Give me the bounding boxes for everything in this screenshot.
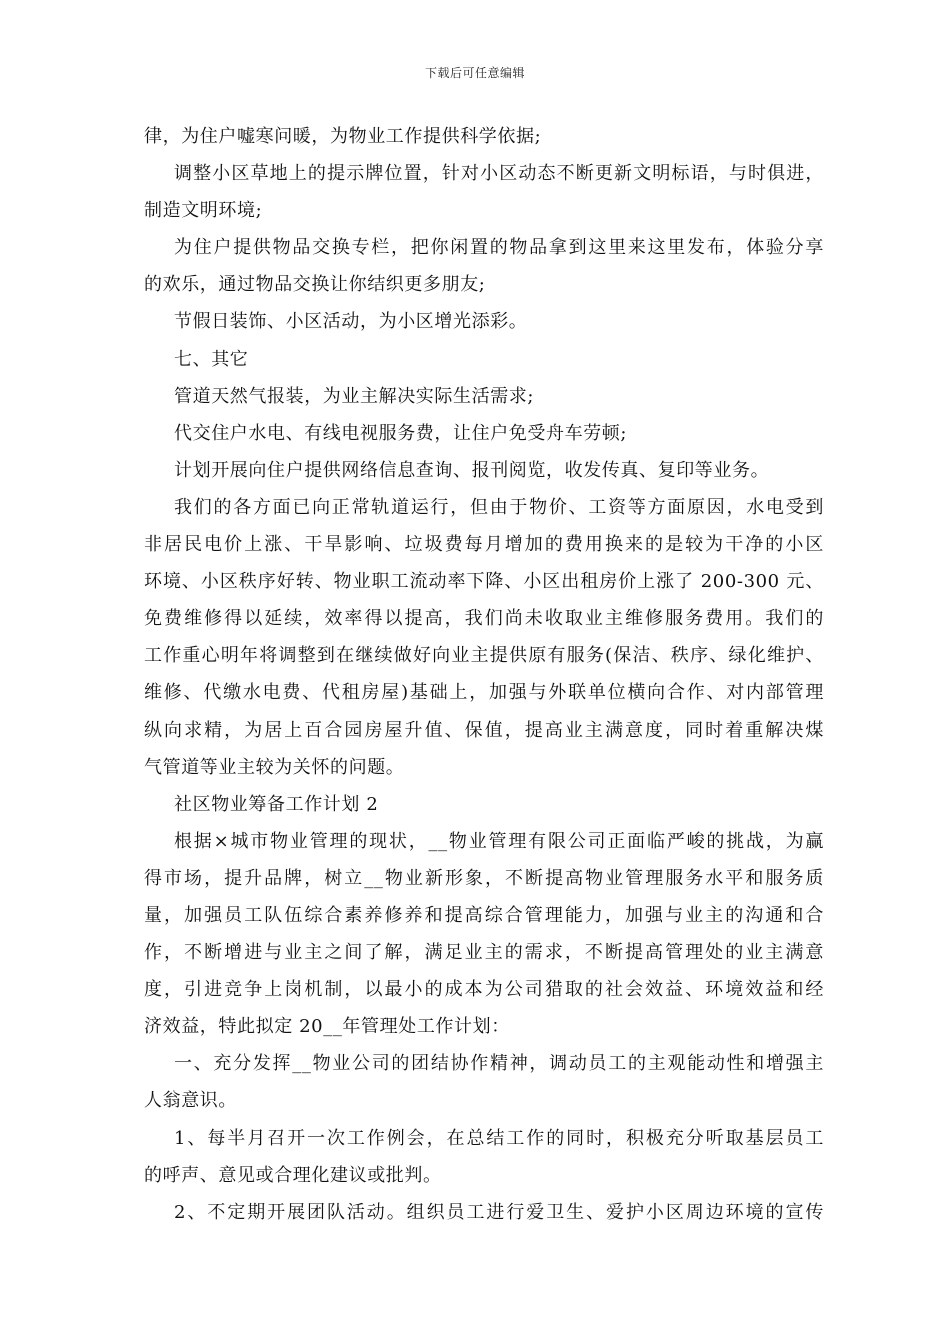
text-line: 我们的各方面已向正常轨道运行，但由于物价、工资等方面原因，水电受到 [174, 496, 824, 518]
text-line: 度，引进竞争上岗机制，以最小的成本为公司猎取的社会效益、环境效益和经 [144, 979, 824, 1001]
text-line: 社区物业筹备工作计划 2 [174, 793, 379, 815]
text-line: 气管道等业主较为关怀的问题。 [144, 756, 405, 778]
text-line: 调整小区草地上的提示牌位置，针对小区动态不断更新文明标语，与时俱进， [174, 163, 824, 185]
text-line: 一、充分发挥__物业公司的团结协作精神，调动员工的主观能动性和增强主 [174, 1053, 824, 1075]
text-line: 作，不断增进与业主之间了解，满足业主的需求，不断提高管理处的业主满意 [144, 942, 824, 964]
text-line: 纵向求精，为居上百合园房屋升值、保值，提高业主满意度，同时着重解决煤 [144, 719, 824, 741]
text-line: 的呼声、意见或合理化建议或批判。 [144, 1164, 442, 1186]
text-line: 2、不定期开展团队活动。组织员工进行爱卫生、爱护小区周边环境的宣传 [174, 1201, 824, 1223]
text-line: 济效益，特此拟定 20__年管理处工作计划： [144, 1016, 510, 1038]
text-line: 管道天然气报装，为业主解决实际生活需求; [174, 385, 535, 407]
text-line: 1、每半月召开一次工作例会，在总结工作的同时，积极充分听取基层员工 [174, 1127, 824, 1149]
text-line: 律，为住户嘘寒问暖，为物业工作提供科学依据; [144, 126, 542, 147]
text-line: 环境、小区秩序好转、物业职工流动率下降、小区出租房价上涨了 200-300 元、 [144, 571, 824, 593]
text-line: 计划开展向住户提供网络信息查询、报刊阅览，收发传真、复印等业务。 [174, 459, 770, 481]
text-line: 免费维修得以延续，效率得以提高，我们尚未收取业主维修服务费用。我们的 [144, 608, 824, 630]
text-line: 工作重心明年将调整到在继续做好向业主提供原有服务(保洁、秩序、绿化维护、 [144, 645, 824, 667]
text-line: 得市场，提升品牌，树立__物业新形象，不断提高物业管理服务水平和服务质 [144, 867, 824, 889]
text-line: 的欢乐，通过物品交换让你结织更多朋友; [144, 274, 486, 296]
text-line: 非居民电价上涨、干旱影响、垃圾费每月增加的费用换来的是较为干净的小区 [144, 534, 824, 556]
text-line: 量，加强员工队伍综合素养修养和提高综合管理能力，加强与业主的沟通和合 [144, 904, 824, 926]
text-line: 为住户提供物品交换专栏，把你闲置的物品拿到这里来这里发布，体验分享 [174, 237, 824, 259]
text-line: 人翁意识。 [144, 1090, 237, 1112]
text-line: 代交住户水电、有线电视服务费，让住户免受舟车劳顿; [174, 422, 628, 444]
document-body [144, 118, 824, 1231]
text-line: 维修、代缴水电费、代租房屋)基础上，加强与外联单位横向合作、对内部管理 [144, 682, 824, 704]
text-line: 节假日装饰、小区活动，为小区增光添彩。 [174, 311, 528, 333]
text-line: 七、其它 [174, 348, 249, 370]
page-header: 下载后可任意编辑 [424, 66, 525, 80]
text-line: 根据×城市物业管理的现状，__物业管理有限公司正面临严峻的挑战，为赢 [174, 830, 824, 852]
text-line: 制造文明环境; [144, 200, 263, 222]
